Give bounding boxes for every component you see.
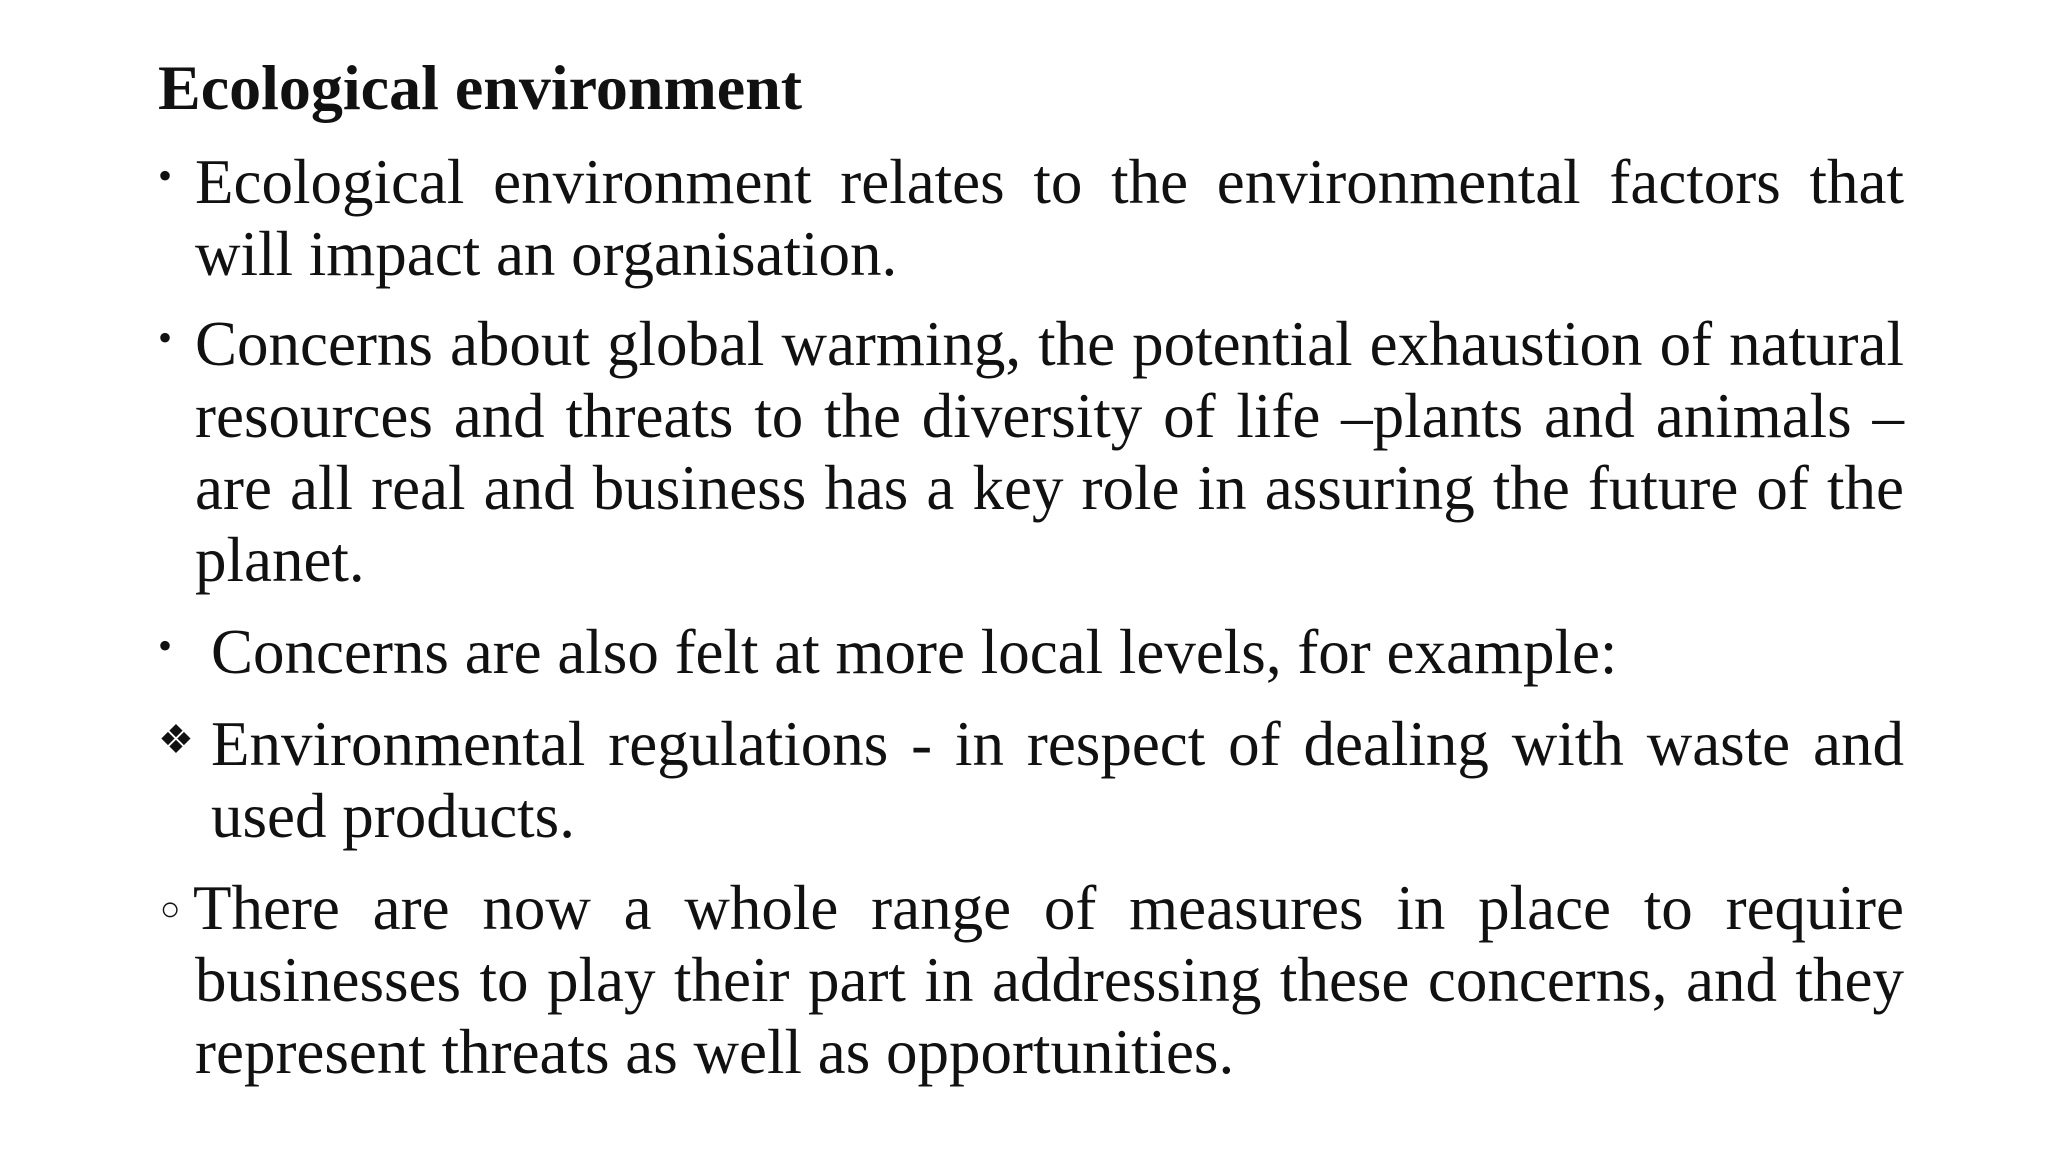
bullet-text: Ecological environment relates to the environmental factors that will impact an organisation.: [195, 147, 1904, 289]
bullet-dot-icon: •: [158, 153, 173, 198]
bullet-item: [158, 146, 1904, 290]
bullet-item: [158, 308, 1904, 596]
bullet-text: Concerns about global warming, the potential exhaustion of natural resources and threats to the diversity of life –plants and animals –are all real and business has a key role in assuring the future of the planet.: [195, 309, 1904, 595]
hollow-circle-bullet-icon: ○: [160, 891, 181, 928]
sub-bullet-text: There are now a whole range of measures in place to require businesses to play their part in addressing these concerns, and they represent threats as well as opportunities.: [193, 873, 1904, 1087]
four-diamond-bullet-icon: ❖: [158, 717, 194, 762]
bullet-item: [158, 616, 1904, 688]
bullet-text: Concerns are also felt at more local levels, for example:: [211, 617, 1618, 687]
bullet-dot-icon: •: [158, 623, 173, 668]
slide-title: Ecological environment: [158, 52, 803, 123]
sub-bullet-item: [158, 708, 1904, 852]
sub-bullet-item: [158, 872, 1904, 1088]
bullet-dot-icon: •: [158, 315, 173, 360]
sub-bullet-text: Environmental regulations - in respect of dealing with waste and used products.: [211, 709, 1904, 851]
